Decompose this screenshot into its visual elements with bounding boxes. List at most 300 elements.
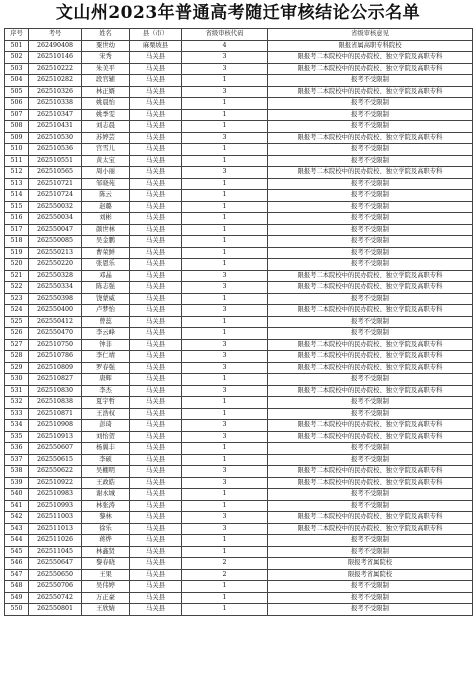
cell-review-opinion: 限报考二本院校中的民办院校、独立学院及高职专科 xyxy=(268,63,473,75)
cell-county: 马关县 xyxy=(130,385,182,397)
cell-name: 徐乐 xyxy=(82,523,130,535)
cell-exam-number: 262510222 xyxy=(29,63,82,75)
cell-name: 饶蒙威 xyxy=(82,293,130,305)
cell-exam-number: 262550047 xyxy=(29,224,82,236)
cell-county: 马关县 xyxy=(130,581,182,593)
cell-review-code: 1 xyxy=(182,592,268,604)
cell-name: 杨翼丰 xyxy=(82,443,130,455)
table-row xyxy=(5,316,473,328)
cell-county: 马关县 xyxy=(130,374,182,386)
table-row xyxy=(5,293,473,305)
cell-review-code: 3 xyxy=(182,431,268,443)
cell-exam-number: 262550085 xyxy=(29,236,82,248)
cell-index: 549 xyxy=(5,592,29,604)
cell-county: 马关县 xyxy=(130,109,182,121)
cell-review-opinion: 报考不受限制 xyxy=(268,98,473,110)
cell-review-opinion: 报考不受限制 xyxy=(268,489,473,501)
cell-name: 张恩乐 xyxy=(82,259,130,271)
cell-index: 529 xyxy=(5,362,29,374)
cell-review-code: 1 xyxy=(182,604,268,616)
cell-county: 马关县 xyxy=(130,500,182,512)
cell-review-code: 3 xyxy=(182,167,268,179)
table-row xyxy=(5,477,473,489)
table-row xyxy=(5,190,473,202)
cell-county: 马关县 xyxy=(130,178,182,190)
table-row xyxy=(5,167,473,179)
table-row xyxy=(5,569,473,581)
cell-exam-number: 262550400 xyxy=(29,305,82,317)
cell-exam-number: 262510565 xyxy=(29,167,82,179)
table-row xyxy=(5,224,473,236)
cell-review-opinion: 报考不受限制 xyxy=(268,604,473,616)
cell-review-opinion: 限报考二本院校中的民办院校、独立学院及高职专科 xyxy=(268,385,473,397)
cell-index: 514 xyxy=(5,190,29,202)
cell-review-opinion: 报考不受限制 xyxy=(268,201,473,213)
cell-county: 马关县 xyxy=(130,362,182,374)
cell-county: 马关县 xyxy=(130,535,182,547)
cell-county: 马关县 xyxy=(130,201,182,213)
cell-name: 夏宇哲 xyxy=(82,397,130,409)
cell-review-opinion: 报考不受限制 xyxy=(268,546,473,558)
cell-county: 马关县 xyxy=(130,144,182,156)
cell-exam-number: 262550213 xyxy=(29,247,82,259)
cell-name: 吴棚明 xyxy=(82,466,130,478)
cell-review-opinion: 报考不受限制 xyxy=(268,259,473,271)
cell-review-opinion: 报考不受限制 xyxy=(268,328,473,340)
cell-index: 550 xyxy=(5,604,29,616)
cell-review-code: 3 xyxy=(182,339,268,351)
cell-exam-number: 262511026 xyxy=(29,535,82,547)
table-row xyxy=(5,443,473,455)
cell-county: 马关县 xyxy=(130,75,182,87)
cell-review-code: 1 xyxy=(182,489,268,501)
cell-index: 532 xyxy=(5,397,29,409)
cell-county: 马关县 xyxy=(130,512,182,524)
cell-index: 541 xyxy=(5,500,29,512)
cell-exam-number: 262510146 xyxy=(29,52,82,64)
table-row xyxy=(5,408,473,420)
cell-name: 王欣婧 xyxy=(82,604,130,616)
cell-exam-number: 262511045 xyxy=(29,546,82,558)
cell-review-opinion: 限报考二本院校中的民办院校、独立学院及高职专科 xyxy=(268,477,473,489)
cell-exam-number: 262550032 xyxy=(29,201,82,213)
cell-exam-number: 262510724 xyxy=(29,190,82,202)
cell-name: 邓晶 xyxy=(82,270,130,282)
cell-exam-number: 262510830 xyxy=(29,385,82,397)
cell-review-code: 3 xyxy=(182,305,268,317)
cell-review-opinion: 限报考省属院校 xyxy=(268,558,473,570)
cell-index: 518 xyxy=(5,236,29,248)
cell-review-code: 3 xyxy=(182,420,268,432)
cell-review-opinion: 报考不受限制 xyxy=(268,581,473,593)
cell-index: 503 xyxy=(5,63,29,75)
cell-index: 513 xyxy=(5,178,29,190)
cell-county: 马关县 xyxy=(130,305,182,317)
table-row xyxy=(5,144,473,156)
cell-county: 马关县 xyxy=(130,213,182,225)
table-row xyxy=(5,86,473,98)
cell-review-opinion: 报考不受限制 xyxy=(268,236,473,248)
cell-review-opinion: 报考不受限制 xyxy=(268,178,473,190)
cell-review-opinion: 限报考二本院校中的民办院校、独立学院及高职专科 xyxy=(268,282,473,294)
cell-county: 马关县 xyxy=(130,420,182,432)
cell-review-code: 3 xyxy=(182,523,268,535)
cell-county: 马关县 xyxy=(130,224,182,236)
cell-review-opinion: 限报考二本院校中的民办院校、独立学院及高职专科 xyxy=(268,339,473,351)
cell-review-code: 3 xyxy=(182,86,268,98)
cell-name: 姚季雯 xyxy=(82,109,130,121)
cell-review-code: 1 xyxy=(182,374,268,386)
cell-index: 531 xyxy=(5,385,29,397)
cell-exam-number: 262510530 xyxy=(29,132,82,144)
cell-exam-number: 262510983 xyxy=(29,489,82,501)
table-row xyxy=(5,236,473,248)
cell-index: 525 xyxy=(5,316,29,328)
cell-review-code: 3 xyxy=(182,132,268,144)
cell-name: 林鑫贤 xyxy=(82,546,130,558)
cell-county: 马关县 xyxy=(130,190,182,202)
cell-exam-number: 262550034 xyxy=(29,213,82,225)
cell-exam-number: 262550328 xyxy=(29,270,82,282)
cell-review-opinion: 报考不受限制 xyxy=(268,408,473,420)
table-row xyxy=(5,270,473,282)
cell-index: 510 xyxy=(5,144,29,156)
cell-review-code: 1 xyxy=(182,236,268,248)
table-row xyxy=(5,63,473,75)
cell-review-opinion: 报考不受限制 xyxy=(268,75,473,87)
cell-review-opinion: 报考不受限制 xyxy=(268,535,473,547)
cell-index: 546 xyxy=(5,558,29,570)
header-review-opinion: 省级审核意见 xyxy=(268,29,473,41)
cell-index: 540 xyxy=(5,489,29,501)
cell-index: 545 xyxy=(5,546,29,558)
table-row xyxy=(5,351,473,363)
cell-exam-number: 262510551 xyxy=(29,155,82,167)
cell-review-opinion: 报考不受限制 xyxy=(268,397,473,409)
header-county: 县（市） xyxy=(130,29,182,41)
cell-review-opinion: 报考不受限制 xyxy=(268,454,473,466)
cell-review-code: 3 xyxy=(182,362,268,374)
results-table xyxy=(4,28,473,616)
cell-exam-number: 262510282 xyxy=(29,75,82,87)
table-row xyxy=(5,581,473,593)
cell-index: 538 xyxy=(5,466,29,478)
cell-review-code: 3 xyxy=(182,466,268,478)
cell-review-opinion: 报考不受限制 xyxy=(268,121,473,133)
cell-review-code: 1 xyxy=(182,535,268,547)
cell-name: 段官辅 xyxy=(82,75,130,87)
table-row xyxy=(5,132,473,144)
cell-index: 528 xyxy=(5,351,29,363)
cell-name: 朱美平 xyxy=(82,63,130,75)
cell-county: 马关县 xyxy=(130,236,182,248)
cell-review-code: 4 xyxy=(182,40,268,52)
cell-name: 邹晓苑 xyxy=(82,178,130,190)
cell-exam-number: 262510750 xyxy=(29,339,82,351)
cell-county: 马关县 xyxy=(130,167,182,179)
cell-county: 马关县 xyxy=(130,604,182,616)
cell-exam-number: 262510809 xyxy=(29,362,82,374)
table-row xyxy=(5,121,473,133)
cell-review-code: 3 xyxy=(182,385,268,397)
cell-county: 马关县 xyxy=(130,408,182,420)
cell-review-opinion: 限报考二本院校中的民办院校、独立学院及高职专科 xyxy=(268,86,473,98)
cell-review-opinion: 报考不受限制 xyxy=(268,443,473,455)
cell-review-code: 1 xyxy=(182,213,268,225)
cell-review-opinion: 限报考二本院校中的民办院校、独立学院及高职专科 xyxy=(268,132,473,144)
cell-name: 陈云 xyxy=(82,190,130,202)
cell-name: 黄太宝 xyxy=(82,155,130,167)
cell-county: 马关县 xyxy=(130,98,182,110)
cell-review-code: 1 xyxy=(182,316,268,328)
cell-review-opinion: 报考不受限制 xyxy=(268,224,473,236)
table-row xyxy=(5,178,473,190)
cell-name: 陈志强 xyxy=(82,282,130,294)
cell-review-opinion: 报考不受限制 xyxy=(268,190,473,202)
cell-review-code: 3 xyxy=(182,63,268,75)
cell-exam-number: 262510922 xyxy=(29,477,82,489)
cell-review-code: 1 xyxy=(182,259,268,271)
cell-review-opinion: 限报考二本院校中的民办院校、独立学院及高职专科 xyxy=(268,270,473,282)
cell-county: 马关县 xyxy=(130,477,182,489)
cell-index: 536 xyxy=(5,443,29,455)
table-row xyxy=(5,374,473,386)
cell-name: 李仁靖 xyxy=(82,351,130,363)
cell-index: 524 xyxy=(5,305,29,317)
cell-county: 马关县 xyxy=(130,132,182,144)
cell-name: 姚晨怡 xyxy=(82,98,130,110)
cell-county: 马关县 xyxy=(130,86,182,98)
cell-county: 马关县 xyxy=(130,339,182,351)
cell-county: 麻栗坡县 xyxy=(130,40,182,52)
cell-county: 马关县 xyxy=(130,443,182,455)
cell-exam-number: 262550615 xyxy=(29,454,82,466)
cell-index: 512 xyxy=(5,167,29,179)
cell-name: 宋秀 xyxy=(82,52,130,64)
table-row xyxy=(5,40,473,52)
cell-name: 林正婿 xyxy=(82,86,130,98)
cell-exam-number: 262550334 xyxy=(29,282,82,294)
cell-review-code: 2 xyxy=(182,558,268,570)
cell-name: 李杰 xyxy=(82,385,130,397)
cell-review-opinion: 限报考二本院校中的民办院校、独立学院及高职专科 xyxy=(268,167,473,179)
cell-exam-number: 262550650 xyxy=(29,569,82,581)
table-header-row xyxy=(5,29,473,41)
cell-exam-number: 262510993 xyxy=(29,500,82,512)
cell-county: 马关县 xyxy=(130,523,182,535)
cell-review-code: 1 xyxy=(182,75,268,87)
page-title: 文山州2023年普通高考随迁审核结论公示名单 xyxy=(55,3,421,23)
cell-index: 508 xyxy=(5,121,29,133)
cell-review-code: 1 xyxy=(182,500,268,512)
cell-index: 548 xyxy=(5,581,29,593)
cell-county: 马关县 xyxy=(130,259,182,271)
cell-review-opinion: 限报省属高职专科院校 xyxy=(268,40,473,52)
table-row xyxy=(5,558,473,570)
cell-review-code: 3 xyxy=(182,477,268,489)
cell-review-code: 1 xyxy=(182,98,268,110)
cell-exam-number: 262510536 xyxy=(29,144,82,156)
cell-name: 蒋烨 xyxy=(82,535,130,547)
cell-review-code: 1 xyxy=(182,581,268,593)
header-index: 序号 xyxy=(5,29,29,41)
cell-county: 马关县 xyxy=(130,247,182,259)
cell-review-opinion: 报考不受限制 xyxy=(268,144,473,156)
cell-review-opinion: 报考不受限制 xyxy=(268,109,473,121)
table-row xyxy=(5,604,473,616)
header-exam-number: 考号 xyxy=(29,29,82,41)
cell-exam-number: 262510326 xyxy=(29,86,82,98)
table-row xyxy=(5,339,473,351)
cell-review-opinion: 报考不受限制 xyxy=(268,213,473,225)
cell-county: 马关县 xyxy=(130,328,182,340)
cell-exam-number: 262550412 xyxy=(29,316,82,328)
table-row xyxy=(5,500,473,512)
cell-review-code: 3 xyxy=(182,512,268,524)
cell-name: 李云峰 xyxy=(82,328,130,340)
cell-exam-number: 262510786 xyxy=(29,351,82,363)
cell-exam-number: 262490408 xyxy=(29,40,82,52)
cell-name: 李硕 xyxy=(82,454,130,466)
cell-index: 537 xyxy=(5,454,29,466)
cell-county: 马关县 xyxy=(130,558,182,570)
cell-index: 521 xyxy=(5,270,29,282)
table-row xyxy=(5,592,473,604)
cell-name: 苏婷芸 xyxy=(82,132,130,144)
cell-index: 509 xyxy=(5,132,29,144)
cell-review-opinion: 报考不受限制 xyxy=(268,592,473,604)
cell-review-code: 1 xyxy=(182,328,268,340)
cell-county: 马关县 xyxy=(130,454,182,466)
cell-review-opinion: 限报考二本院校中的民办院校、独立学院及高职专科 xyxy=(268,420,473,432)
cell-county: 马关县 xyxy=(130,397,182,409)
cell-exam-number: 262510871 xyxy=(29,408,82,420)
cell-review-code: 1 xyxy=(182,408,268,420)
cell-index: 539 xyxy=(5,477,29,489)
cell-county: 马关县 xyxy=(130,282,182,294)
cell-index: 533 xyxy=(5,408,29,420)
cell-index: 526 xyxy=(5,328,29,340)
table-row xyxy=(5,535,473,547)
cell-review-code: 1 xyxy=(182,144,268,156)
cell-name: 王浩权 xyxy=(82,408,130,420)
cell-review-code: 1 xyxy=(182,190,268,202)
table-row xyxy=(5,546,473,558)
cell-exam-number: 262550470 xyxy=(29,328,82,340)
cell-name: 曹荣鲜 xyxy=(82,247,130,259)
table-row xyxy=(5,420,473,432)
cell-index: 504 xyxy=(5,75,29,87)
cell-review-code: 1 xyxy=(182,454,268,466)
cell-index: 522 xyxy=(5,282,29,294)
cell-county: 马关县 xyxy=(130,546,182,558)
cell-review-code: 3 xyxy=(182,351,268,363)
cell-index: 516 xyxy=(5,213,29,225)
cell-index: 501 xyxy=(5,40,29,52)
table-row xyxy=(5,52,473,64)
cell-county: 马关县 xyxy=(130,316,182,328)
cell-review-opinion: 限报考二本院校中的民办院校、独立学院及高职专科 xyxy=(268,431,473,443)
cell-name: 吴金鹏 xyxy=(82,236,130,248)
cell-exam-number: 262510827 xyxy=(29,374,82,386)
table-row xyxy=(5,305,473,317)
cell-exam-number: 262510347 xyxy=(29,109,82,121)
cell-name: 颜世林 xyxy=(82,224,130,236)
cell-name: 彭琦 xyxy=(82,420,130,432)
table-row xyxy=(5,362,473,374)
cell-review-code: 1 xyxy=(182,247,268,259)
cell-review-opinion: 限报考二本院校中的民办院校、独立学院及高职专科 xyxy=(268,351,473,363)
cell-name: 王政皓 xyxy=(82,477,130,489)
cell-index: 547 xyxy=(5,569,29,581)
cell-name: 吴伟婷 xyxy=(82,581,130,593)
cell-exam-number: 262550398 xyxy=(29,293,82,305)
cell-name: 万正豪 xyxy=(82,592,130,604)
cell-county: 马关县 xyxy=(130,270,182,282)
table-row xyxy=(5,75,473,87)
cell-exam-number: 262550220 xyxy=(29,259,82,271)
cell-review-code: 1 xyxy=(182,109,268,121)
cell-name: 林张涛 xyxy=(82,500,130,512)
cell-index: 520 xyxy=(5,259,29,271)
cell-review-opinion: 报考不受限制 xyxy=(268,374,473,386)
cell-name: 王果 xyxy=(82,569,130,581)
cell-index: 534 xyxy=(5,420,29,432)
cell-index: 527 xyxy=(5,339,29,351)
table-row xyxy=(5,397,473,409)
cell-index: 506 xyxy=(5,98,29,110)
cell-county: 马关县 xyxy=(130,592,182,604)
cell-index: 544 xyxy=(5,535,29,547)
table-row xyxy=(5,247,473,259)
cell-name: 曾蕊 xyxy=(82,316,130,328)
cell-county: 马关县 xyxy=(130,466,182,478)
cell-exam-number: 262510908 xyxy=(29,420,82,432)
cell-exam-number: 262510913 xyxy=(29,431,82,443)
cell-name: 卢梦怡 xyxy=(82,305,130,317)
table-row xyxy=(5,155,473,167)
cell-name: 宫雪儿 xyxy=(82,144,130,156)
table-row xyxy=(5,466,473,478)
cell-review-opinion: 报考不受限制 xyxy=(268,293,473,305)
table-row xyxy=(5,98,473,110)
cell-review-code: 1 xyxy=(182,443,268,455)
cell-review-code: 1 xyxy=(182,224,268,236)
cell-name: 刘彬 xyxy=(82,213,130,225)
cell-index: 530 xyxy=(5,374,29,386)
cell-name: 周小丽 xyxy=(82,167,130,179)
cell-review-opinion: 限报考二本院校中的民办院校、独立学院及高职专科 xyxy=(268,305,473,317)
cell-review-code: 3 xyxy=(182,52,268,64)
cell-index: 543 xyxy=(5,523,29,535)
cell-exam-number: 262550607 xyxy=(29,443,82,455)
header-review-code: 省级审核代码 xyxy=(182,29,268,41)
cell-exam-number: 262510721 xyxy=(29,178,82,190)
table-row xyxy=(5,328,473,340)
cell-review-opinion: 限报考二本院校中的民办院校、独立学院及高职专科 xyxy=(268,512,473,524)
cell-review-opinion: 报考不受限制 xyxy=(268,155,473,167)
cell-name: 黎林 xyxy=(82,512,130,524)
table-row xyxy=(5,512,473,524)
cell-name: 刘志晨 xyxy=(82,121,130,133)
cell-county: 马关县 xyxy=(130,489,182,501)
cell-review-opinion: 限报考二本院校中的民办院校、独立学院及高职专科 xyxy=(268,523,473,535)
cell-exam-number: 262550647 xyxy=(29,558,82,570)
cell-exam-number: 262550706 xyxy=(29,581,82,593)
cell-county: 马关县 xyxy=(130,569,182,581)
table-row xyxy=(5,201,473,213)
table-row xyxy=(5,282,473,294)
